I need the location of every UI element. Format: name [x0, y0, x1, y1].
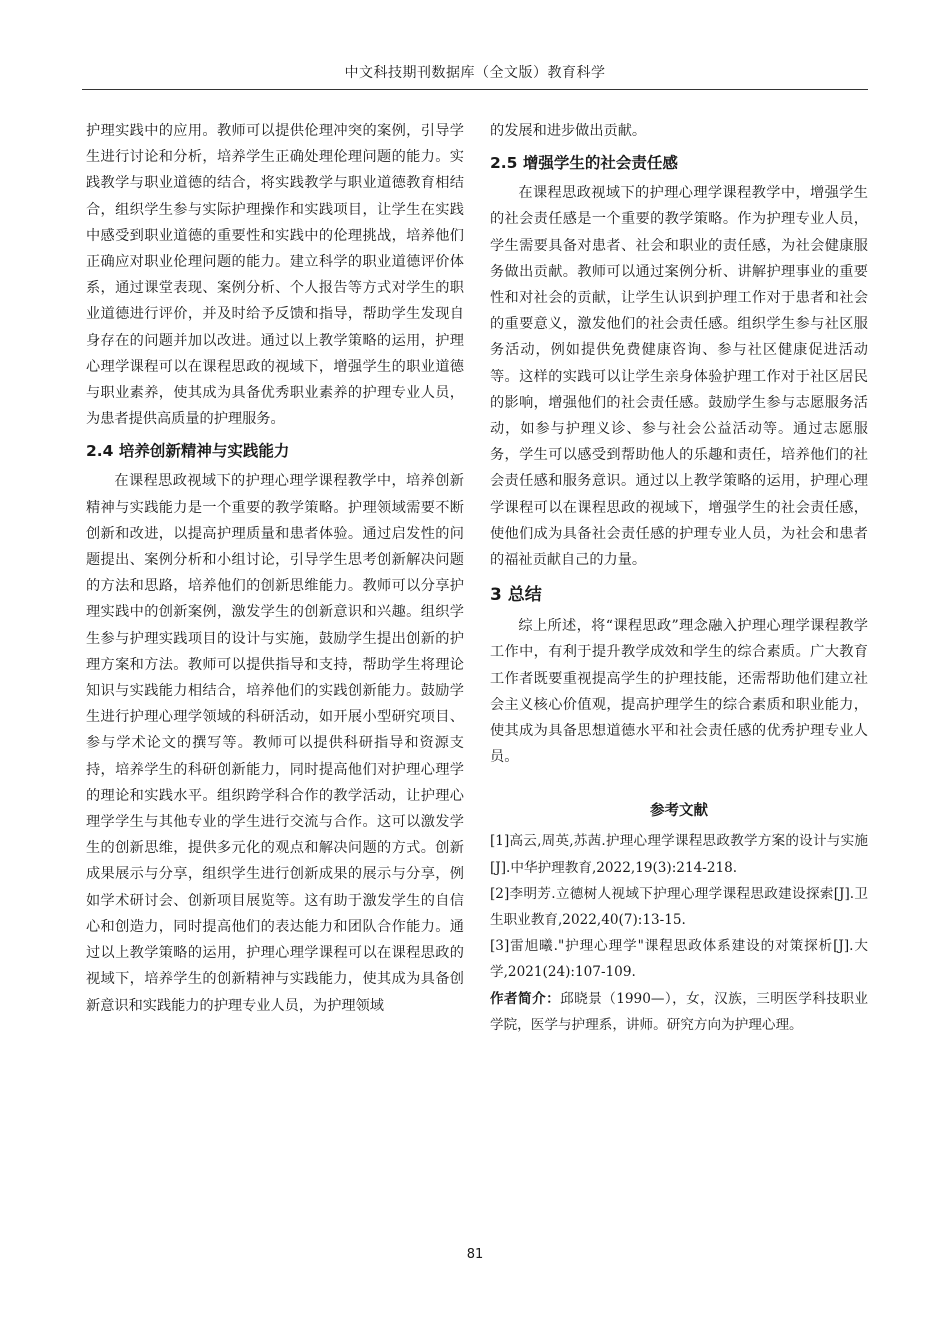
section-3-body: 综上所述，将“课程思政”理念融入护理心理学课程教学工作中，有利于提升教学成效和学生的综合素质。广大教育工作者既要重视提高学生的护理技能，还需帮助他们建立社会主义核心价值观，提高护理学生的综合素质和职业能力，使其成为具备思想道德水平和社会责任感的优秀护理专业人员。: [490, 618, 868, 766]
references-title: 参考文献: [650, 803, 708, 820]
reference-item-3: [3]雷旭曦."护理心理学"课程思政体系建设的对策探析[J].大学,2021(24):107-109.: [490, 938, 868, 981]
author-bio-label: 作者简介：: [490, 990, 561, 1007]
running-header: 中文科技期刊数据库（全文版）教育科学: [82, 62, 868, 90]
section-2-4-body: 在课程思政视域下的护理心理学课程教学中，培养创新精神与实践能力是一个重要的教学策略。护理领域需要不断创新和改进，以提高护理质量和患者体验。通过启发性的问题提出、案例分析和小组讨论，引导学生思考创新解决问题的方法和思路，培养他们的创新思维能力。教师可以分享护理实践中的创新案例，激发学生的创新意识和兴趣。组织学生参与护理实践项目的设计与实施，鼓励学生提出创新的护理方案和方法。教师可以提供指导和支持，帮助学生将理论知识与实践能力相结合，培养他们的实践创新能力。鼓励学生进行护理心理学领域的科研活动，如开展小型研究项目、参与学术论文的撰写等。教师可以提供科研指导和资源支持，培养学生的科研创新能力，同时提高他们对护理心理学的理论和实践水平。组织跨学科合作的教学活动，让护理心理学学生与其他专业的学生进行交流与合作。这可以激发学生的创新思维，提供多元化的观点和解决问题的方式。创新成果展示与分享，组织学生进行创新成果的展示与分享，例如学术研讨会、创新项目展览等。这有助于激发学生的自信心和创造力，同时提高他们的表达能力和团队合作能力。通过以上教学策略的运用，护理心理学课程可以在课程思政的视域下，培养学生的创新精神与实践能力，使其成为具备创新意识和实践能力的护理专业人员，为护理领域: [86, 473, 464, 1014]
right-column: [490, 118, 868, 1038]
author-bio-text: 邱晓景（1990—），女，汉族，三明医学科技职业学院，医学与护理系，讲师。研究方向为护理心理。: [490, 990, 869, 1033]
author-bio: [490, 986, 868, 1038]
section-2-4-heading: 2.4 培养创新精神与实践能力: [86, 442, 290, 461]
section-2-5-heading: 2.5 增强学生的社会责任感: [490, 154, 678, 173]
continued-paragraph-end: 的发展和进步做出贡献。: [490, 123, 647, 139]
section-2-5-body: 在课程思政视域下的护理心理学课程教学中，增强学生的社会责任感是一个重要的教学策略。作为护理专业人员，学生需要具备对患者、社会和职业的责任感，为社会健康服务做出贡献。教师可以通过案例分析、讲解护理事业的重要性和对社会的贡献，让学生认识到护理工作对于患者和社会的重要意义，激发他们的社会责任感。组织学生参与社区服务活动，例如提供免费健康咨询、参与社区健康促进活动等。这样的实践可以让学生亲身体验护理工作对于社区居民的影响，增强他们的社会责任感。鼓励学生参与志愿服务活动，如参与护理义诊、参与社会公益活动等。通过志愿服务，学生可以感受到帮助他人的乐趣和责任，培养他们的社会责任感和服务意识。通过以上教学策略的运用，护理心理学课程可以在课程思政的视域下，增强学生的社会责任感，使他们成为具备社会责任感的护理专业人员，为社会和患者的福祉贡献自己的力量。: [490, 185, 868, 569]
reference-item-2: [2]李明芳.立德树人视域下护理心理学课程思政建设探索[J].卫生职业教育,2022,40(7):13-15.: [490, 885, 868, 929]
continued-paragraph: 护理实践中的应用。教师可以提供伦理冲突的案例，引导学生进行讨论和分析，培养学生正确处理伦理问题的能力。实践教学与职业道德的结合，将实践教学与职业道德教育相结合，组织学生参与实际护理操作和实践项目，让学生在实践中感受到职业道德的重要性和实践中的伦理挑战，培养他们正确应对职业伦理问题的能力。建立科学的职业道德评价体系，通过课堂表现、案例分析、个人报告等方式对学生的职业道德进行评价，并及时给予反馈和指导，帮助学生发现自身存在的问题并加以改进。通过以上教学策略的运用，护理心理学课程可以在课程思政的视域下，增强学生的职业道德与职业素养，使其成为具备优秀职业素养的护理专业人员，为患者提供高质量的护理服务。: [86, 123, 464, 428]
page-number: 81: [466, 1247, 484, 1262]
reference-item-1: [1]高云,周英,苏茜.护理心理学课程思政教学方案的设计与实施[J].中华护理教育,2022,19(3):214-218.: [490, 833, 868, 876]
left-column: [86, 118, 464, 1019]
section-3-heading: 3 总结: [490, 585, 542, 606]
